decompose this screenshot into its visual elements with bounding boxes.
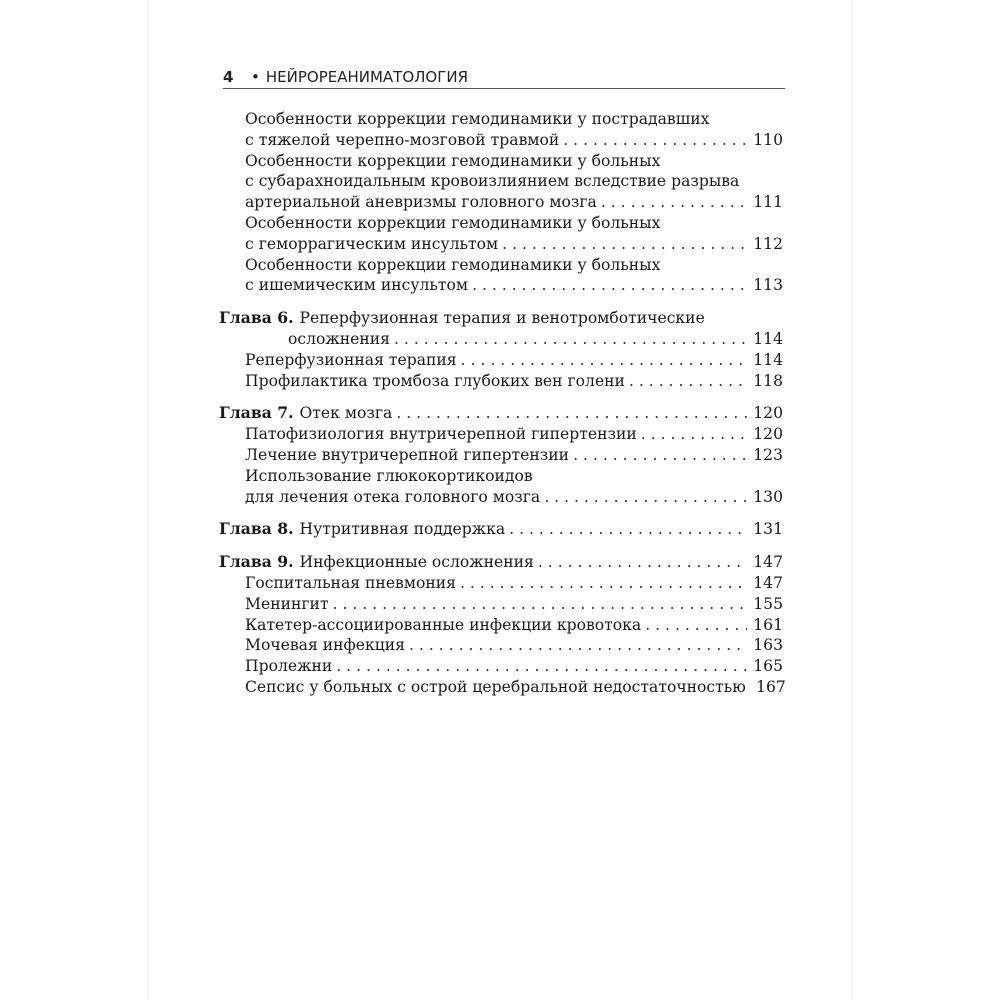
toc-entry-title: Патофизиология внутричерепной гипертензии <box>245 425 637 444</box>
toc-entry-line <box>219 424 783 445</box>
leader-dots <box>563 130 747 151</box>
leader-dots <box>333 594 747 615</box>
toc-page-number: 123 <box>753 445 783 464</box>
toc-entry-line <box>219 213 783 234</box>
toc-chapter-6 <box>219 308 783 329</box>
toc-entry-title: с геморрагическим инсультом <box>245 234 499 253</box>
chapter-label: Глава 8. <box>219 519 294 539</box>
chapter-title: Отек мозга <box>299 404 393 423</box>
header-rule <box>223 88 785 89</box>
toc-entry-line <box>219 573 783 594</box>
leader-dots <box>544 487 747 508</box>
toc-entry-line <box>219 371 783 392</box>
toc-entry-title: Сепсис у больных с острой церебральной недостаточностью <box>245 677 746 696</box>
leader-dots <box>509 519 747 540</box>
leader-dots <box>629 371 747 392</box>
toc-entry-line <box>219 656 783 677</box>
chapter-title: Инфекционные осложнения <box>299 553 534 572</box>
toc-entry-line <box>219 192 783 213</box>
chapter-label: Глава 7. <box>219 403 294 423</box>
leader-dots <box>472 275 747 296</box>
leader-dots <box>409 635 747 656</box>
leader-dots <box>573 445 747 466</box>
chapter-label: Глава 9. <box>219 552 294 572</box>
toc-entry-title: с тяжелой черепно-мозговой травмой <box>245 130 560 149</box>
toc-entry-line <box>219 329 783 350</box>
toc-page-number: 147 <box>753 553 783 572</box>
toc-entry-title: Катетер-ассоциированные инфекции кровотока <box>245 615 642 634</box>
toc-chapter-9 <box>219 552 783 573</box>
toc-entry-line <box>219 171 783 192</box>
toc-entry-line <box>219 255 783 276</box>
toc-entry-title: Менингит <box>245 594 329 613</box>
chapter-title: Реперфузионная терапия и венотромботические <box>299 309 705 328</box>
toc-entry-title: Особенности коррекции гемодинамики у больных <box>245 255 661 274</box>
toc-page-number: 161 <box>753 615 783 634</box>
toc-entry-title: Пролежни <box>245 657 333 676</box>
toc-page-number: 114 <box>753 329 783 348</box>
toc-entry-line <box>219 234 783 255</box>
leader-dots <box>601 192 747 213</box>
toc-entry-title: Профилактика тромбоза глубоких вен голени <box>245 371 625 390</box>
toc-entry-title: артериальной аневризмы головного мозга <box>245 193 597 212</box>
bullet-icon: • <box>251 68 260 86</box>
toc-entry-title: Госпитальная пневмония <box>245 573 456 592</box>
toc-entry-title: Особенности коррекции гемодинамики у больных <box>245 213 661 232</box>
leader-dots <box>502 234 747 255</box>
toc-chapter-8 <box>219 519 783 540</box>
toc-page-number: 165 <box>753 657 783 676</box>
toc-entry-title: Реперфузионная терапия <box>245 350 457 369</box>
toc-entry-line <box>219 635 783 656</box>
toc-entry-line <box>219 594 783 615</box>
toc-entry-title: Лечение внутричерепной гипертензии <box>245 445 570 464</box>
toc-page-number: 155 <box>753 594 783 613</box>
toc-chapter-7 <box>219 403 783 424</box>
toc-entry-title: с субарахноидальным кровоизлиянием вследствие разрыва <box>245 172 740 191</box>
toc-entry-line <box>219 466 783 487</box>
leader-dots <box>396 403 747 424</box>
toc-entry-line <box>219 615 783 636</box>
toc-entry-line <box>219 445 783 466</box>
page-number: 4 <box>223 68 234 86</box>
toc-entry-line <box>219 151 783 172</box>
toc-page-number: 113 <box>753 276 783 295</box>
toc-entry-line <box>219 109 783 130</box>
toc-entry-line <box>219 487 783 508</box>
table-of-contents <box>219 109 786 698</box>
toc-entry-title: с ишемическим инсультом <box>245 276 469 295</box>
toc-page-number: 130 <box>753 487 783 506</box>
leader-dots <box>538 552 747 573</box>
chapter-label: Глава 6. <box>219 308 294 328</box>
toc-entry-line <box>219 350 783 371</box>
toc-page-number: 167 <box>756 677 786 696</box>
toc-entry-title: Использование глюкокортикоидов <box>245 466 533 485</box>
toc-page-number: 147 <box>753 573 783 592</box>
leader-dots <box>336 656 747 677</box>
toc-page-number: 120 <box>753 425 783 444</box>
running-header <box>223 62 785 86</box>
toc-entry-line <box>219 275 783 296</box>
chapter-title: Нутритивная поддержка <box>299 520 506 539</box>
toc-page-number: 111 <box>753 193 783 212</box>
toc-entry-title: для лечения отека головного мозга <box>245 487 541 506</box>
leader-dots <box>641 424 747 445</box>
chapter-title: осложнения <box>288 329 391 348</box>
toc-page-number: 118 <box>753 371 783 390</box>
toc-entry-line <box>219 130 783 151</box>
leader-dots <box>460 573 747 594</box>
toc-entry-title: Особенности коррекции гемодинамики у больных <box>245 151 661 170</box>
toc-page-number: 112 <box>753 234 783 253</box>
toc-entry-title: Мочевая инфекция <box>245 636 405 655</box>
leader-dots <box>645 615 747 636</box>
leader-dots <box>461 350 747 371</box>
toc-page-number: 114 <box>753 350 783 369</box>
leader-dots <box>394 329 747 350</box>
toc-entry-line <box>219 677 786 698</box>
toc-page-number: 120 <box>753 404 783 423</box>
book-title: НЕЙРОРЕАНИМАТОЛОГИЯ <box>265 68 469 86</box>
toc-page-number: 131 <box>753 520 783 539</box>
toc-entry-title: Особенности коррекции гемодинамики у пострадавших <box>245 110 710 128</box>
toc-page-number: 110 <box>753 130 783 149</box>
toc-page-number: 163 <box>753 636 783 655</box>
